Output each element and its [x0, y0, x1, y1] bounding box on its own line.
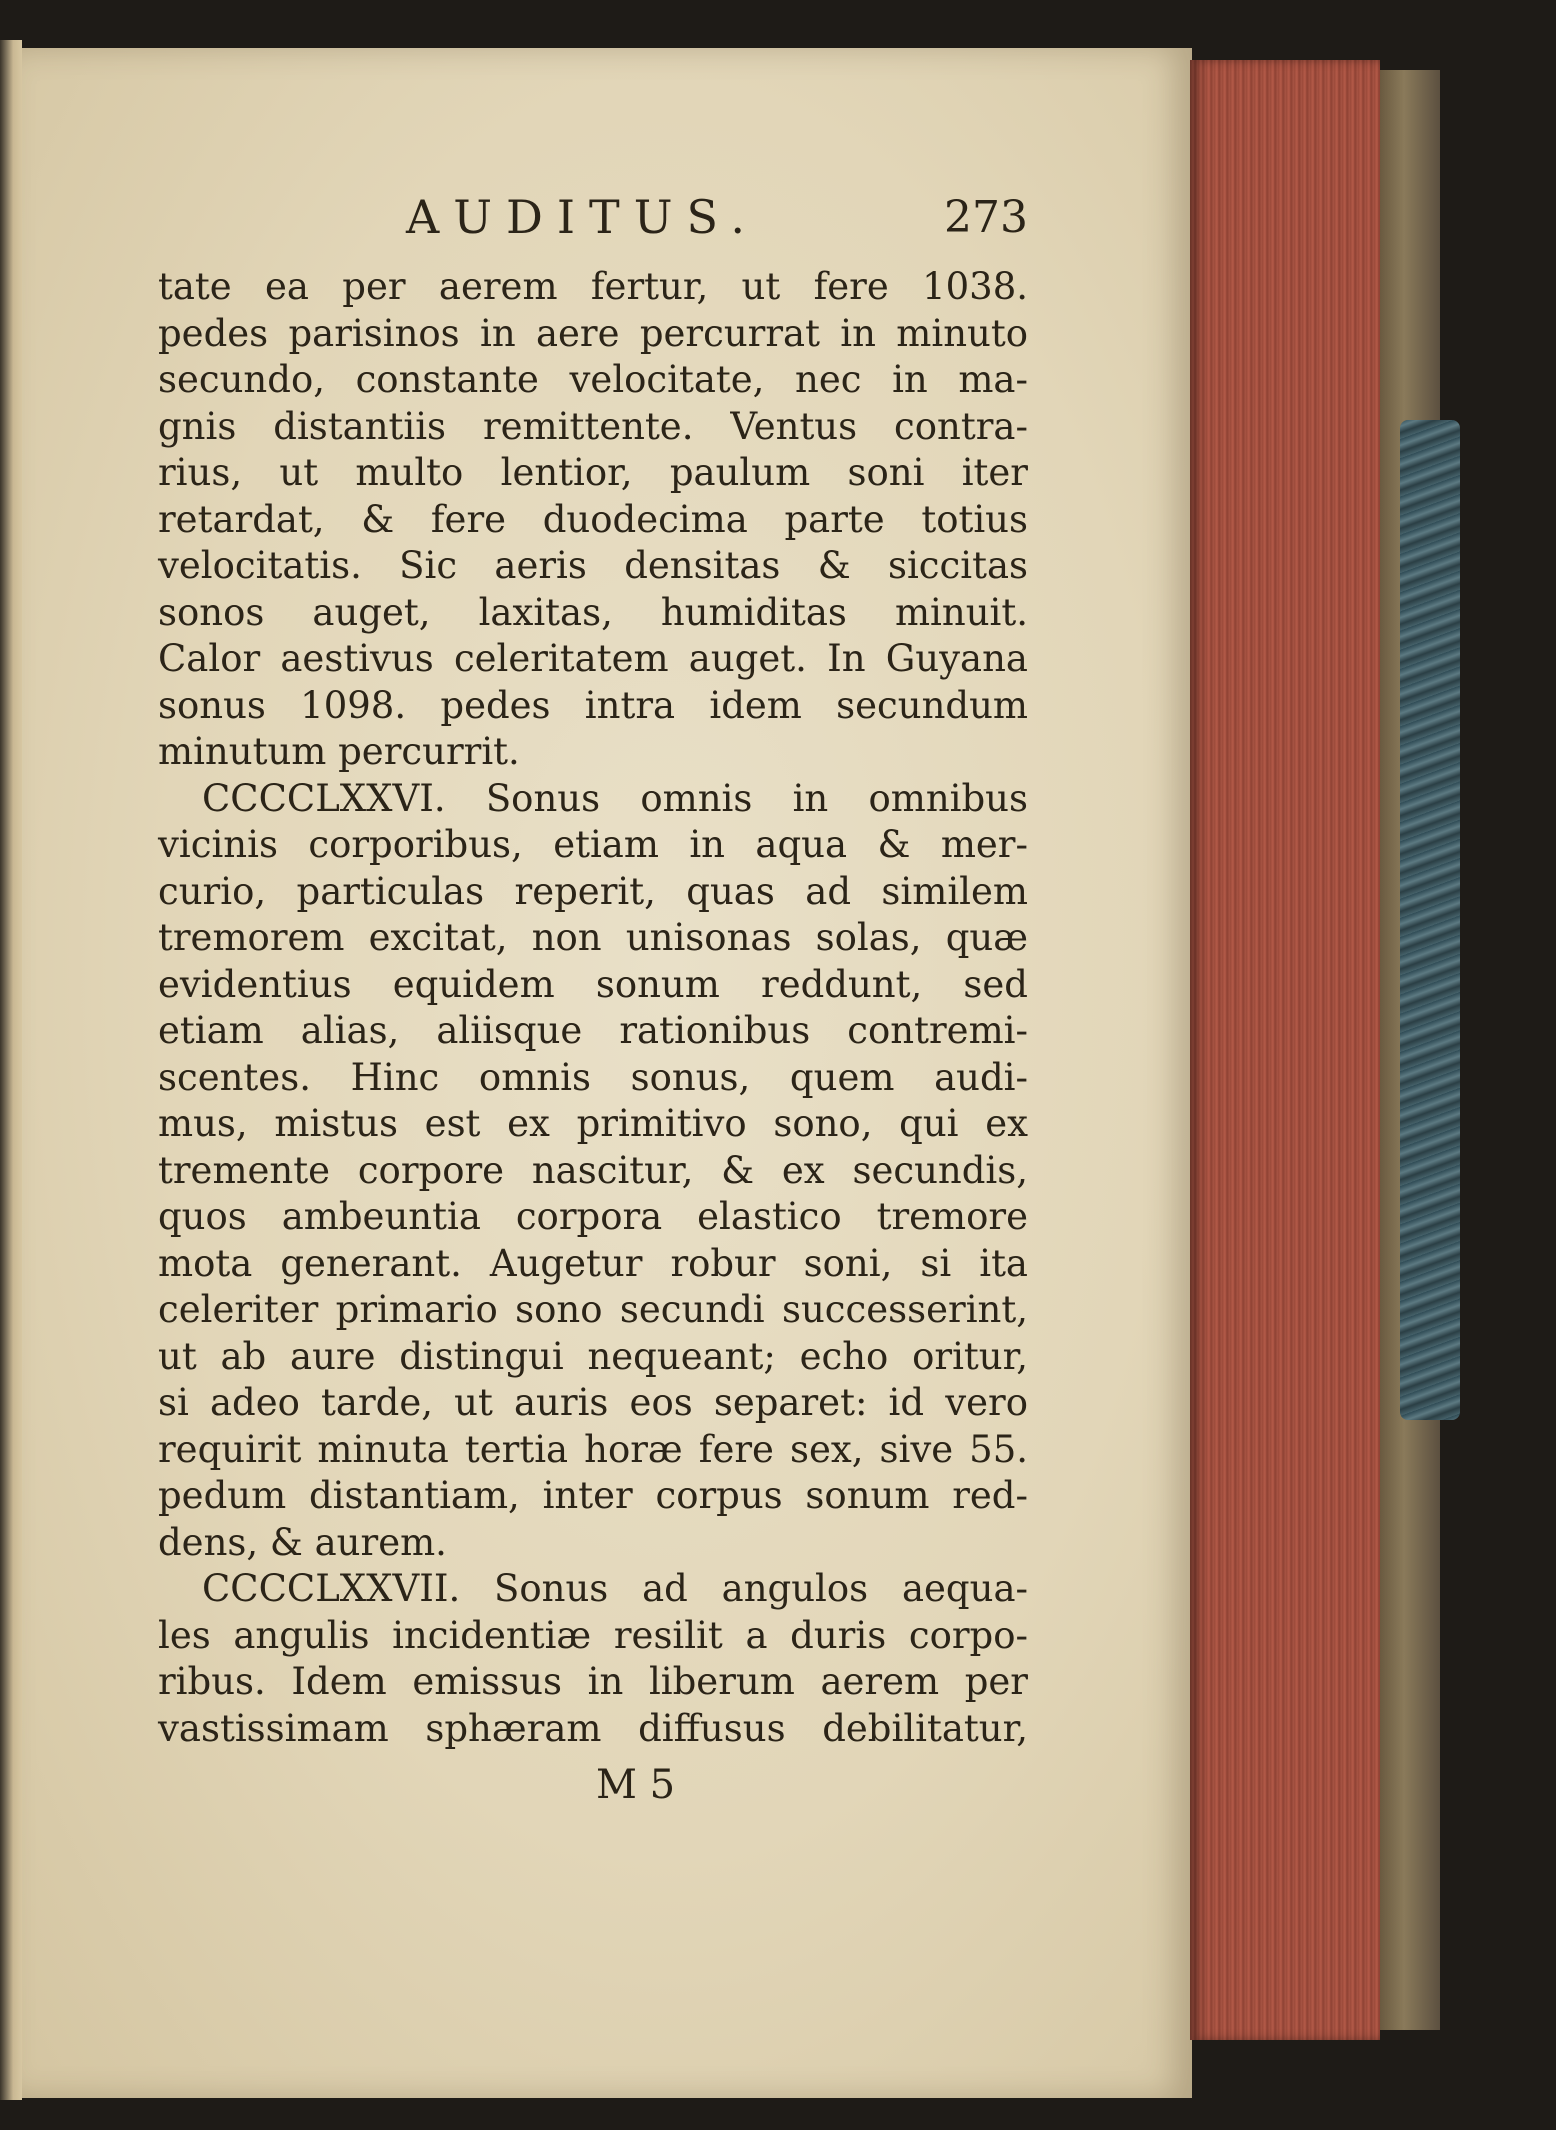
- text-line: etiam alias, aliisque rationibus contremi-: [158, 1009, 1028, 1052]
- body-text: [158, 264, 1028, 1752]
- signature-text: M 5: [596, 1762, 676, 1808]
- text-line: curio, particulas reperit, quas ad similem: [158, 869, 1028, 913]
- text-line: CCCCLXXVII. Sonus ad angulos aequa-: [202, 1567, 1028, 1610]
- text-line: velocitatis. Sic aeris densitas & siccitas: [158, 544, 1028, 587]
- text-line: mota generant. Augetur robur soni, si ita: [158, 1241, 1028, 1285]
- text-line: pedum distantiam, inter corpus sonum red-: [158, 1474, 1028, 1517]
- text-line: tate ea per aerem fertur, ut fere 1038.: [158, 265, 1028, 308]
- left-page-edge: [0, 40, 22, 2100]
- running-head: AUDITUS.: [406, 190, 759, 244]
- text-line: evidentius equidem sonum reddunt, sed: [158, 962, 1028, 1006]
- marbled-cover: [1400, 420, 1460, 1420]
- page-header: [158, 190, 1028, 260]
- text-line: sonos auget, laxitas, humiditas minuit.: [158, 590, 1028, 634]
- text-line: secundo, constante velocitate, nec in ma-: [158, 358, 1028, 401]
- text-line: vastissimam sphæram diffusus debilitatur,: [158, 1706, 1028, 1750]
- text-line: requirit minuta tertia horæ fere sex, sive 55.: [158, 1427, 1028, 1471]
- signature-mark: [158, 1762, 1028, 1822]
- text-line: minutum percurrit.: [158, 730, 520, 773]
- page-number: 273: [944, 192, 1028, 243]
- text-line: tremorem excitat, non unisonas solas, quæ: [158, 916, 1028, 959]
- text-line: vicinis corporibus, etiam in aqua & mer-: [158, 823, 1028, 866]
- text-line: sonus 1098. pedes intra idem secundum: [158, 683, 1028, 727]
- text-line: pedes parisinos in aere percurrat in minuto: [158, 311, 1028, 355]
- book-fore-edge: [1190, 60, 1380, 2040]
- text-line: celeriter primario sono secundi successerint,: [158, 1288, 1028, 1331]
- text-line: gnis distantiis remittente. Ventus contra-: [158, 404, 1028, 448]
- text-line: ribus. Idem emissus in liberum aerem per: [158, 1660, 1028, 1703]
- text-line: Calor aestivus celeritatem auget. In Guyana: [158, 637, 1028, 680]
- text-block: [158, 190, 1028, 1822]
- text-line: scentes. Hinc omnis sonus, quem audi-: [158, 1055, 1028, 1099]
- text-line: mus, mistus est ex primitivo sono, qui ex: [158, 1102, 1028, 1145]
- text-line: quos ambeuntia corpora elastico tremore: [158, 1195, 1028, 1238]
- text-line: ut ab aure distingui nequeant; echo oritur,: [158, 1334, 1028, 1378]
- text-line: dens, & aurem.: [158, 1520, 447, 1564]
- text-line: CCCCLXXVI. Sonus omnis in omnibus: [202, 776, 1028, 820]
- text-line: retardat, & fere duodecima parte totius: [158, 497, 1028, 541]
- text-line: si adeo tarde, ut auris eos separet: id vero: [158, 1381, 1028, 1424]
- text-line: les angulis incidentiæ resilit a duris corpo-: [158, 1613, 1028, 1657]
- text-line: rius, ut multo lentior, paulum soni iter: [158, 451, 1028, 494]
- text-line: tremente corpore nascitur, & ex secundis,: [158, 1148, 1028, 1192]
